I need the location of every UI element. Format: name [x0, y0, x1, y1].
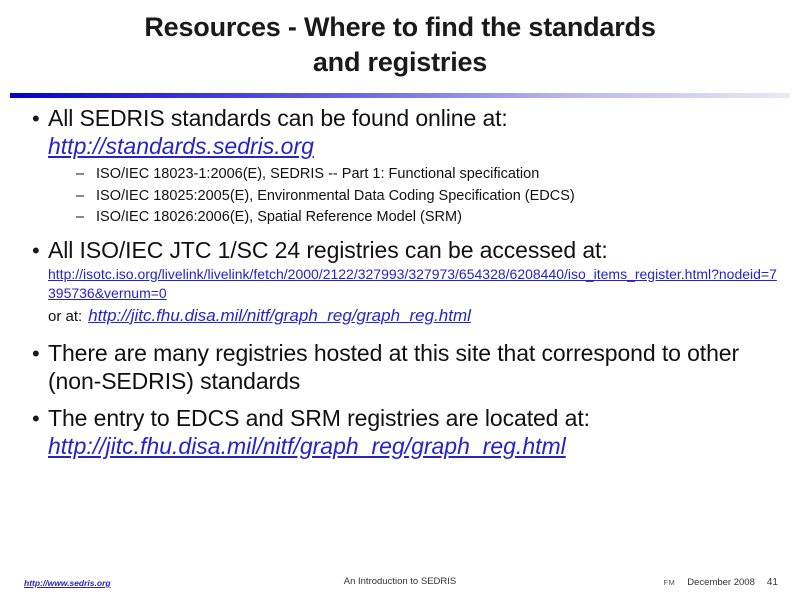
list-item-content — [48, 339, 782, 395]
iso-registry-link[interactable]: http://isotc.iso.org/livelink/livelink/fetch/2000/2122/327993/327973/654328/6208440/iso_items_register.html?nodeid=7395736&vernum=0 — [48, 265, 777, 301]
title-line-2: and registries — [312, 46, 488, 77]
bullet-marker: • — [32, 106, 40, 131]
or-at-row — [48, 306, 782, 326]
jitc-graph-reg-link[interactable]: http://jitc.fhu.disa.mil/nitf/graph_reg/graph_reg.html — [88, 305, 471, 325]
dash-marker: – — [76, 187, 85, 204]
footer-date: December 2008 — [687, 577, 755, 588]
or-at-label: or at: — [48, 307, 83, 325]
footer-tag: FM — [663, 578, 676, 587]
sub-list-item-label: ISO/IEC 18026:2006(E), Spatial Reference Model (SRM) — [96, 209, 462, 225]
page-title — [0, 0, 800, 79]
sub-list-item-label: ISO/IEC 18023-1:2006(E), SEDRIS -- Part 1: Functional specification — [96, 166, 540, 183]
bullet-3-text: There are many registries hosted at this site that correspond to other (non-SEDRIS) standards — [48, 339, 740, 394]
list-item — [24, 104, 782, 234]
slide-footer — [0, 560, 800, 600]
dash-marker: – — [76, 166, 85, 183]
sub-list-item — [48, 207, 782, 228]
bullet-1-text: All SEDRIS standards can be found online at: — [48, 105, 508, 131]
title-line-1: Resources - Where to find the standards — [144, 12, 656, 42]
dash-marker: – — [76, 209, 85, 225]
sub-list-item-label: ISO/IEC 18025:2005(E), Environmental Data Coding Specification (EDCS) — [96, 187, 575, 204]
standards-sedris-link[interactable]: http://standards.sedris.org — [48, 133, 314, 160]
list-item-content — [48, 404, 782, 460]
footer-right-group — [663, 577, 778, 588]
title-divider — [10, 93, 790, 98]
bullet-marker: • — [32, 340, 40, 366]
bullet-marker: • — [32, 238, 40, 264]
bullet-marker: • — [32, 405, 40, 431]
sub-list — [48, 164, 782, 228]
footer-sedris-link[interactable]: http://www.sedris.org — [24, 578, 111, 588]
footer-title: An Introduction to SEDRIS — [343, 576, 457, 587]
bullet-2-text: All ISO/IEC JTC 1/SC 24 registries can be accessed at: — [48, 237, 608, 264]
list-item-content — [48, 104, 782, 234]
list-item-content — [48, 236, 782, 325]
edcs-srm-registry-link[interactable]: http://jitc.fhu.disa.mil/nitf/graph_reg/graph_reg.html — [48, 432, 566, 459]
list-item — [24, 339, 782, 395]
bullet-4-text: The entry to EDCS and SRM registries are located at: — [48, 404, 590, 431]
sub-list-item — [48, 186, 782, 207]
slide-body — [24, 104, 782, 462]
footer-page-number: 41 — [766, 577, 778, 588]
list-item — [24, 236, 782, 325]
list-item — [24, 404, 782, 460]
sub-list-item — [48, 164, 782, 185]
